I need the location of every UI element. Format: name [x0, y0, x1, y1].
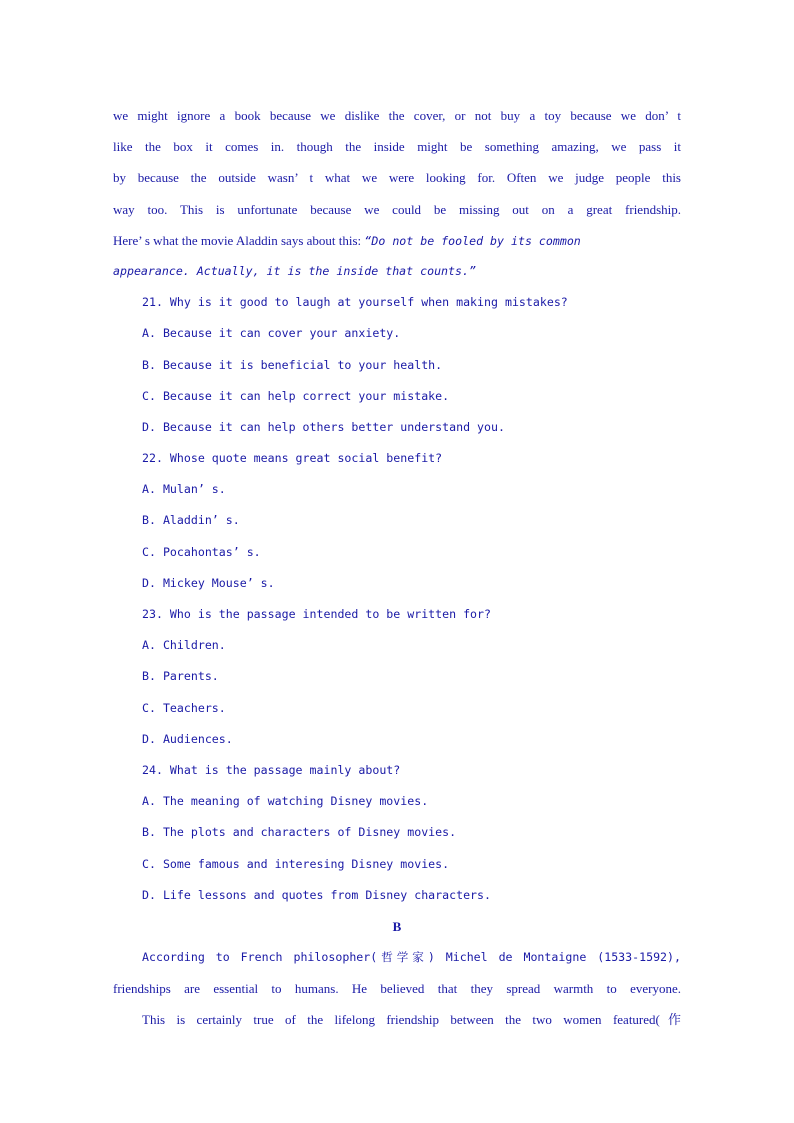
answer-option: D. Mickey Mouse’ s.: [142, 575, 275, 590]
passage-line: like the box it comes in. though the inside might be something amazing, we pass it: [113, 139, 681, 155]
question-21: [113, 287, 681, 443]
aladdin-quote: “Do not be fooled by its common: [364, 233, 581, 248]
document-page: [113, 100, 681, 1036]
answer-option: B. Aladdin’ s.: [142, 513, 240, 528]
passage-line: According to French philosopher(哲学家) Michel de Montaigne (1533-1592),: [142, 950, 681, 965]
answer-option: A. Because it can cover your anxiety.: [142, 326, 401, 341]
answer-option: C. Some famous and interesing Disney movies.: [142, 856, 450, 871]
passage-line: [113, 225, 681, 256]
question-23: [113, 599, 681, 755]
passage-line: This is certainly true of the lifelong friendship between the two women featured(作: [142, 1012, 681, 1028]
answer-option: A. Children.: [142, 638, 226, 653]
question-24: [113, 755, 681, 911]
answer-option: B. Parents.: [142, 669, 219, 684]
passage-line: way too. This is unfortunate because we could be missing out on a great friendship.: [113, 201, 681, 217]
answer-option: C. Because it can help correct your mistake.: [142, 388, 450, 403]
answer-option: A. Mulan’ s.: [142, 482, 226, 497]
question-stem: 23. Who is the passage intended to be written for?: [142, 607, 492, 621]
answer-option: A. The meaning of watching Disney movies.: [142, 794, 429, 809]
answer-option: B. The plots and characters of Disney movies.: [142, 825, 457, 840]
answer-option: D. Because it can help others better understand you.: [142, 419, 505, 434]
passage-line: by because the outside wasn’ t what we were looking for. Often we judge people this: [113, 170, 681, 186]
answer-option: D. Life lessons and quotes from Disney characters.: [142, 887, 492, 902]
question-stem: 24. What is the passage mainly about?: [142, 762, 401, 777]
passage-line: friendships are essential to humans. He believed that they spread warmth to everyone.: [113, 981, 681, 997]
passage-text: Here’ s what the movie Aladdin says about this:: [113, 232, 365, 248]
aladdin-quote: appearance. Actually, it is the inside that counts.”: [113, 263, 476, 278]
passage-line: we might ignore a book because we dislike the cover, or not buy a toy because we don’ t: [113, 108, 681, 123]
answer-option: C. Pocahontas’ s.: [142, 544, 261, 559]
answer-option: D. Audiences.: [142, 731, 233, 746]
section-heading: B: [392, 918, 402, 934]
question-stem: 22. Whose quote means great social benefit?: [142, 451, 443, 466]
question-stem: 21. Why is it good to laugh at yourself when making mistakes?: [142, 295, 568, 310]
answer-option: B. Because it is beneficial to your health.: [142, 357, 443, 372]
answer-option: C. Teachers.: [142, 700, 226, 715]
question-22: [113, 443, 681, 599]
